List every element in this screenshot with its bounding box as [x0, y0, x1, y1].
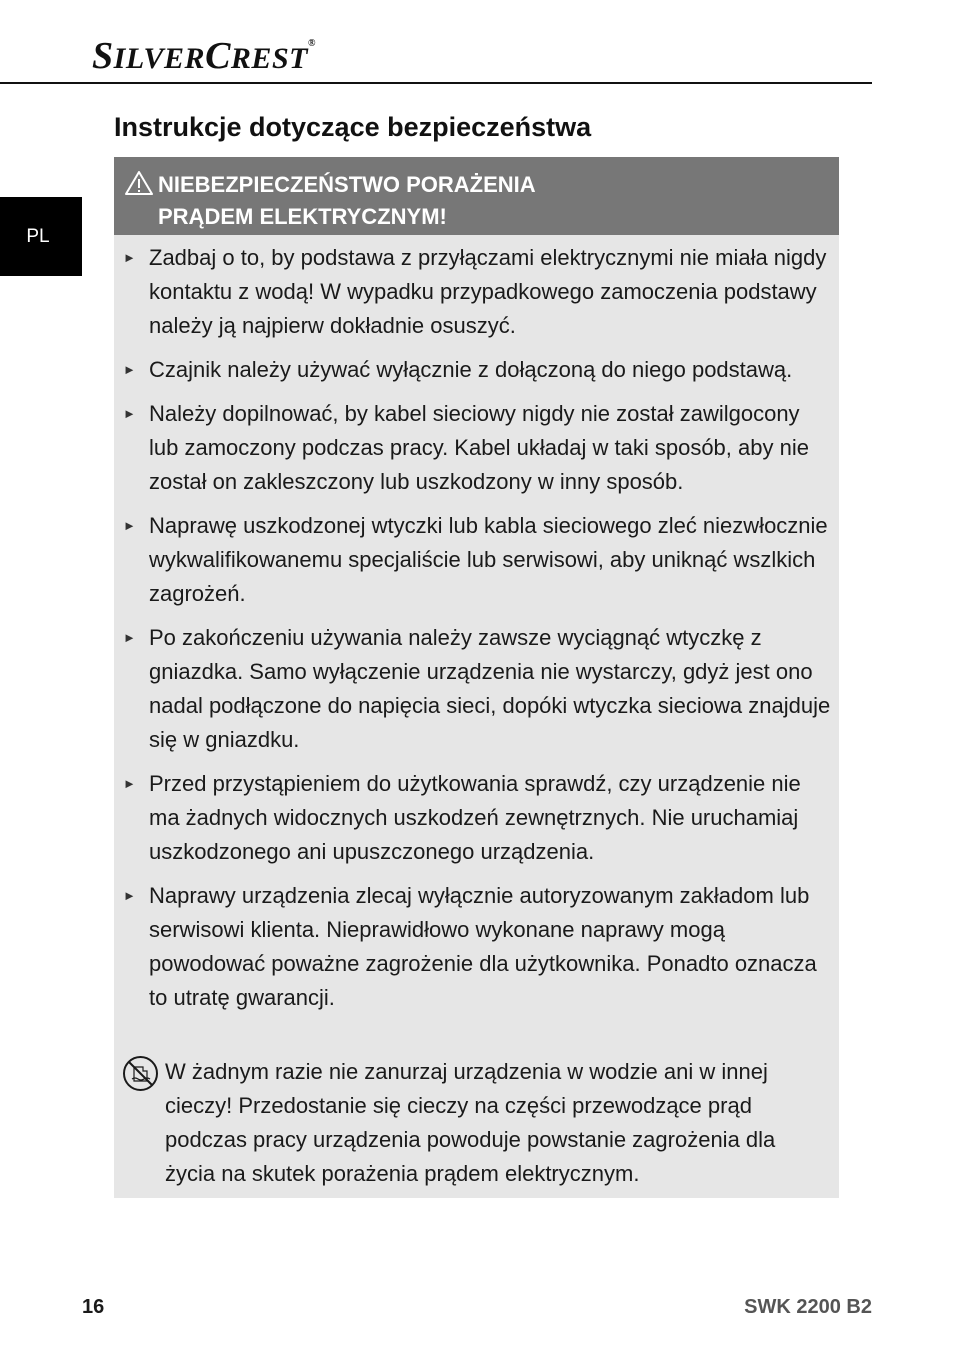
- warning-list: [114, 235, 839, 1015]
- bullet-arrow-icon: ►: [123, 630, 136, 645]
- bullet-arrow-icon: ►: [123, 250, 136, 265]
- model-number: SWK 2200 B2: [744, 1296, 872, 1318]
- list-item: ► Naprawy urządzenia zlecaj wyłącznie autoryzowanym zakładom lub serwisowi klienta. Nieprawidłowo wykonane naprawy mogą powodować poważne zagrożenie dla użytkownika. Ponadto oznacza to utratę gwarancji.: [114, 879, 839, 1015]
- no-immersion-icon: [122, 1055, 159, 1092]
- warning-title-line2: PRĄDEM ELEKTRYCZNYM!: [158, 204, 447, 229]
- warning-box: [114, 157, 839, 1198]
- list-item: ► Przed przystąpieniem do użytkowania sprawdź, czy urządzenie nie ma żadnych widocznych uszkodzeń zewnętrznych. Nie uruchamiaj uszkodzonego ani upuszczonego urządzenia.: [114, 767, 839, 869]
- language-tab: PL: [0, 197, 82, 276]
- warning-header: [114, 157, 839, 235]
- list-item: ► Naprawę uszkodzonej wtyczki lub kabla sieciowego zleć niezwłocznie wykwalifikowanemu specjaliście lub serwisowi, aby uniknąć wszlkich zagrożeń.: [114, 509, 839, 611]
- immersion-note: [122, 1055, 822, 1191]
- list-item: ► Czajnik należy używać wyłącznie z dołączoną do niego podstawą.: [114, 353, 839, 387]
- bullet-arrow-icon: ►: [123, 362, 136, 377]
- bullet-arrow-icon: ►: [123, 406, 136, 421]
- warning-title: [158, 169, 536, 233]
- note-text: W żadnym razie nie zanurzaj urządzenia w wodzie ani w innej cieczy! Przedostanie się cieczy na części przewodzące prąd podczas pracy urządzenia powoduje powstanie zagrożenia dla życia na skutek porażenia prądem elektrycznym.: [165, 1059, 776, 1186]
- page-number: 16: [82, 1296, 105, 1318]
- list-item: ► Należy dopilnować, by kabel sieciowy nigdy nie został zawilgocony lub zamoczony podczas pracy. Kabel układaj w taki sposób, aby nie został on zakleszczony lub uszkodzony w inny sposób.: [114, 397, 839, 499]
- warning-triangle-icon: [124, 170, 154, 196]
- bullet-arrow-icon: ►: [123, 518, 136, 533]
- bullet-arrow-icon: ►: [123, 776, 136, 791]
- list-item: ► Zadbaj o to, by podstawa z przyłączami elektrycznymi nie miała nigdy kontaktu z wodą! W wypadku przypadkowego zamoczenia podstawy należy ją najpierw dokładnie osuszyć.: [114, 241, 839, 343]
- header-divider: [0, 82, 872, 84]
- bullet-arrow-icon: ►: [123, 888, 136, 903]
- section-title: Instrukcje dotyczące bezpieczeństwa: [114, 112, 592, 142]
- list-item: ► Po zakończeniu używania należy zawsze wyciągnąć wtyczkę z gniazdka. Samo wyłączenie urządzenia nie wystarczy, gdyż jest ono nadal podłączone do napięcia sieci, dopóki wtyczka sieciowa znajduje się w gniazdku.: [114, 621, 839, 757]
- brand-logo: SILVERCREST®: [92, 35, 316, 77]
- warning-title-line1: NIEBEZPIECZEŃSTWO PORAŻENIA: [158, 172, 536, 197]
